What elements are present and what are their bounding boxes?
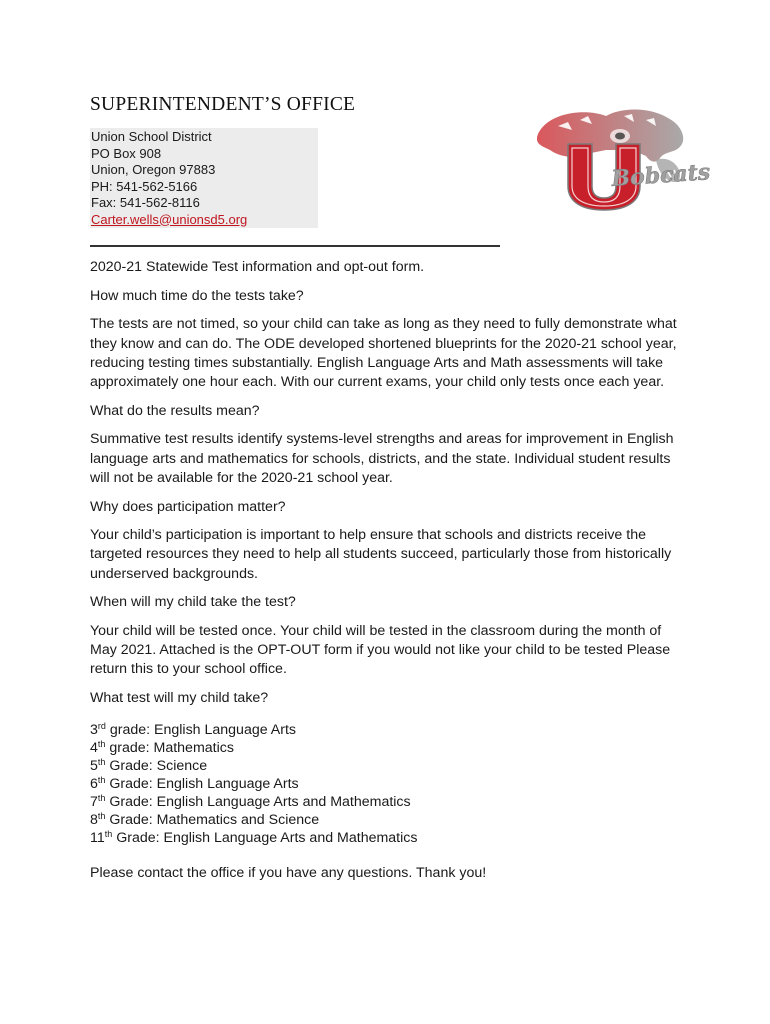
district-name: Union School District	[91, 129, 212, 144]
answer-results: Summative test results identify systems-level strengths and areas for improvement in English language arts and mathematics for schools, districts, and the state. Individual student results will not be available for the 2020-21 school year.	[90, 431, 674, 486]
question-results: What do the results mean?	[90, 402, 260, 419]
city-state-zip: Union, Oregon 97883	[91, 162, 216, 177]
grade-item: 8th Grade: Mathematics and Science	[90, 811, 320, 829]
question-participation: Why does participation matter?	[90, 498, 286, 515]
form-title: 2020-21 Statewide Test information and opt-out form.	[90, 259, 425, 275]
phone-number: PH: 541-562-5166	[91, 178, 198, 194]
grade-item: 6th Grade: English Language Arts	[90, 775, 299, 793]
closing-line: Please contact the office if you have any questions. Thank you!	[90, 865, 487, 882]
office-title: SUPERINTENDENT’S OFFICE	[90, 94, 356, 115]
question-when: When will my child take the test?	[90, 594, 296, 611]
answer-test-time: The tests are not timed, so your child can take as long as they need to fully demonstrate what they know and can do. The ODE developed shortened blueprints for the 2020-21 school year, reducing testing times substantially. English Language Arts and Math assessments will take approximately one hour each. With our current exams, your child only tests once each year.	[90, 316, 677, 391]
answer-when: Your child will be tested once. Your child will be tested in the classroom during the month of May 2021. Attached is the OPT-OUT form if you would not like your child to be tested Please return this to your school office.	[90, 623, 671, 678]
grade-item: 4th grade: Mathematics	[90, 739, 234, 757]
header-divider	[90, 245, 500, 247]
email-link[interactable]: Carter.wells@unionsd5.org	[91, 211, 248, 227]
answer-participation: Your child’s participation is important to help ensure that schools and districts receive the targeted resources they need to help all students succeed, particularly those from historically underserved backgrounds.	[90, 527, 672, 582]
address-block	[91, 129, 247, 228]
document-body	[90, 258, 690, 893]
fax-number: Fax: 541-562-8116	[91, 195, 200, 210]
po-box: PO Box 908	[91, 145, 162, 161]
question-which-test: What test will my child take?	[90, 690, 269, 707]
grade-item: 7th Grade: English Language Arts and Mathematics	[90, 793, 411, 811]
grade-item: 11th Grade: English Language Arts and Mathematics	[90, 829, 418, 847]
logo-script-text: Bobcats	[610, 159, 712, 192]
grade-item: 3rd grade: English Language Arts	[90, 721, 296, 739]
bobcats-logo	[528, 104, 712, 212]
grade-item: 5th Grade: Science	[90, 757, 208, 775]
question-test-time: How much time do the tests take?	[90, 287, 304, 304]
grade-list	[90, 721, 690, 847]
